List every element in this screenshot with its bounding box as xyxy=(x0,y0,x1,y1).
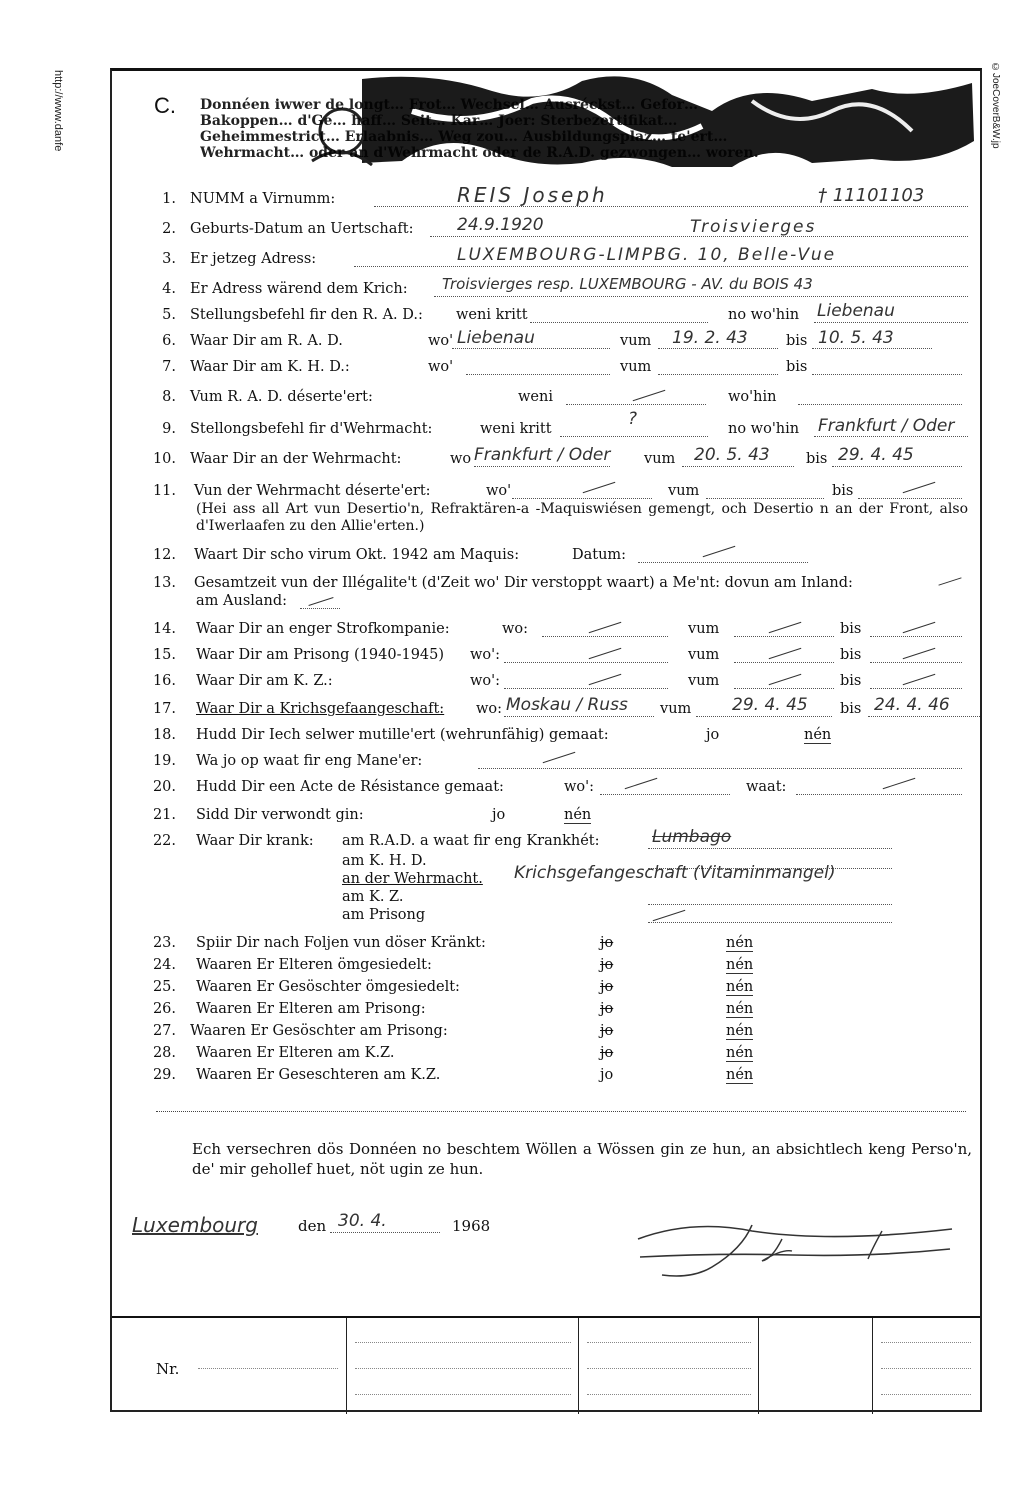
field-number: 26. xyxy=(152,1001,176,1017)
option-nen: nén xyxy=(726,979,754,995)
field-row-9 xyxy=(112,409,982,443)
field-number: 16. xyxy=(152,673,176,689)
handwritten-from-date: 19. 2. 43 xyxy=(672,328,748,348)
field-row-12 xyxy=(112,547,982,569)
answer-line xyxy=(734,621,834,637)
field-sublabel: vum xyxy=(644,451,676,467)
nr-cell-line xyxy=(355,1394,571,1395)
field-row-4 xyxy=(112,275,982,303)
field-number: 15. xyxy=(152,647,176,663)
field-label: Waar Dir an der Wehrmacht: xyxy=(190,451,402,467)
field-sublabel: wo': xyxy=(470,673,501,689)
answer-line xyxy=(858,483,962,499)
field-number: 24. xyxy=(152,957,176,973)
field-sublabel: vum xyxy=(688,621,720,637)
field-label: Waar Dir an enger Strofkompanie: xyxy=(196,621,450,637)
field-row-16 xyxy=(112,673,982,695)
field-row-18 xyxy=(112,727,982,749)
field-sublabel: am Ausland: xyxy=(196,593,288,609)
answer-line xyxy=(504,673,668,689)
option-jo: jo xyxy=(600,1045,614,1061)
field-number: 4. xyxy=(162,281,176,297)
field-sublabel: wo: xyxy=(476,701,503,717)
field-row-26 xyxy=(112,1001,982,1023)
field-label: Waar Dir am R. A. D. xyxy=(190,333,343,349)
answer-line xyxy=(530,307,708,323)
handwritten-question-mark: ? xyxy=(628,409,638,429)
handwritten-to-date: 24. 4. 46 xyxy=(874,695,950,715)
field-row-2 xyxy=(112,215,982,243)
answer-line xyxy=(796,779,962,795)
nr-label: Nr. xyxy=(156,1360,180,1378)
field-number: 2. xyxy=(162,221,176,237)
field-label: Waart Dir scho virum Okt. 1942 am Maquis: xyxy=(194,547,520,563)
field-sublabel: Datum: xyxy=(572,547,627,563)
field-sublabel: vum xyxy=(620,333,652,349)
field-label: Waaren Er Gesöschter ömgesiedelt: xyxy=(196,979,460,995)
field-row-1 xyxy=(112,183,982,213)
field-number: 25. xyxy=(152,979,176,995)
nr-cell-divider xyxy=(758,1318,759,1414)
field-number: 8. xyxy=(162,389,176,405)
handwritten-illness: Lumbago xyxy=(652,827,732,847)
option-nen: nén xyxy=(726,1001,754,1017)
answer-line xyxy=(648,889,892,905)
handwritten-current-address: LUXEMBOURG-LIMPBG. 10, Belle-Vue xyxy=(457,245,837,265)
header-instruction-text: Donnéen iwwer de longt… Frot… Wechsel… Ausréckst… Gefor… Bakoppen… d'Ge… haff… Seit… Kar… Joer: Sterbezertifikat… Geheimmestrict… Erlaabnis… Weg zou… Ausbildungsplaz… te'ert… Wehrmacht… oder an d'Wehrmacht oder de R.A.D. gezwongen… woren. xyxy=(200,97,759,161)
handwritten-birth-place: Troisvierges xyxy=(690,217,817,237)
handwritten-signing-date: 30. 4. xyxy=(338,1211,387,1231)
handwritten-name: REIS Joseph xyxy=(457,183,608,207)
handwritten-destination: Liebenau xyxy=(817,301,895,321)
field-sublabel: wo' xyxy=(428,333,454,349)
field-row-25 xyxy=(112,979,982,1001)
field-sublabel: no wo'hin xyxy=(728,421,800,437)
form-sheet xyxy=(110,68,982,1412)
field-label: Vum R. A. D. déserte'ert: xyxy=(190,389,373,405)
field-number: 27. xyxy=(152,1023,176,1039)
answer-line xyxy=(478,753,962,769)
field-label: Geburts-Datum an Uertschaft: xyxy=(190,221,414,237)
option-jo: jo xyxy=(600,1067,614,1083)
nr-cell-line xyxy=(881,1342,971,1343)
answer-line xyxy=(706,483,824,499)
field-number: 14. xyxy=(152,621,176,637)
field-sublabel: bis xyxy=(840,621,862,637)
field-row-13 xyxy=(112,575,982,615)
answer-line xyxy=(566,389,706,405)
field-number: 22. xyxy=(152,833,176,849)
option-nen: nén xyxy=(564,807,592,823)
field-label: Hudd Dir een Acte de Résistance gemaat: xyxy=(196,779,504,795)
field-label: Vun der Wehrmacht déserte'ert: xyxy=(194,483,431,499)
field-number: 12. xyxy=(152,547,176,563)
field-sublabel: am K. H. D. xyxy=(342,853,427,869)
handwritten-war-address: Troisvierges resp. LUXEMBOURG - AV. du BOIS 43 xyxy=(442,275,813,293)
field-number: 20. xyxy=(152,779,176,795)
field-number: 9. xyxy=(162,421,176,437)
side-watermark-text: ©JoeCoverB&W.jp xyxy=(990,62,1001,149)
option-nen: nén xyxy=(804,727,832,743)
field-number: 28. xyxy=(152,1045,176,1061)
header-band xyxy=(112,71,982,169)
field-number: 7. xyxy=(162,359,176,375)
den-label: den xyxy=(298,1217,327,1235)
nr-cell-line xyxy=(587,1394,751,1395)
field-sublabel: wo: xyxy=(502,621,529,637)
answer-line xyxy=(600,779,730,795)
field-sublabel: wo xyxy=(450,451,472,467)
handwritten-place: Liebenau xyxy=(457,328,535,348)
field-label: Sidd Dir verwondt gin: xyxy=(196,807,364,823)
option-jo: jo xyxy=(600,1023,614,1039)
field-label: Gesamtzeit vun der Illégalite't (d'Zeit wo' Dir verstoppt waart) a Me'nt: dovun am Inland: xyxy=(194,575,853,591)
field-row-19 xyxy=(112,753,982,775)
field-sublabel: no wo'hin xyxy=(728,307,800,323)
field-row-17 xyxy=(112,695,982,723)
field-sublabel: vum xyxy=(660,701,692,717)
option-jo: jo xyxy=(600,979,614,995)
option-jo: jo xyxy=(706,727,720,743)
side-url-text: http://www.danfe xyxy=(52,70,64,152)
field-number: 3. xyxy=(162,251,176,267)
nr-cell-line xyxy=(355,1368,571,1369)
signature-image xyxy=(632,1209,962,1289)
field-label: NUMM a Virnumm: xyxy=(190,191,336,207)
field-number: 17. xyxy=(152,701,176,717)
field-sublabel: wo': xyxy=(564,779,595,795)
field-label: Stellungsbefehl fir den R. A. D.: xyxy=(190,307,423,323)
field-number: 1. xyxy=(162,191,176,207)
field-number: 23. xyxy=(152,935,176,951)
field-sublabel: weni kritt xyxy=(456,307,528,323)
field-number: 21. xyxy=(152,807,176,823)
field-sublabel: bis xyxy=(786,333,808,349)
field-row-5 xyxy=(112,301,982,329)
field-sublabel: bis xyxy=(786,359,808,375)
handwritten-illness-wehrmacht: Krichsgefangeschaft (Vitaminmangel) xyxy=(514,863,836,883)
field-number: 13. xyxy=(152,575,176,591)
field-label: Waaren Er Elteren am Prisong: xyxy=(196,1001,426,1017)
field-label: Waaren Er Elteren ömgesiedelt: xyxy=(196,957,432,973)
field-sublabel: wo' xyxy=(428,359,454,375)
field-label: Er jetzeg Adress: xyxy=(190,251,317,267)
field-sublabel: wo'hin xyxy=(728,389,777,405)
field-label: Waar Dir a Krichsgefaangeschaft: xyxy=(196,701,445,717)
option-jo: jo xyxy=(600,935,614,951)
field-row-7 xyxy=(112,359,982,381)
field-row-23 xyxy=(112,935,982,957)
option-nen: nén xyxy=(726,1045,754,1061)
field-sublabel: weni kritt xyxy=(480,421,552,437)
field-sublabel: bis xyxy=(840,701,862,717)
field-row-10 xyxy=(112,445,982,473)
field-label: Wa jo op waat fir eng Mane'er: xyxy=(196,753,423,769)
nr-cell-line xyxy=(881,1368,971,1369)
nr-cell xyxy=(578,1318,759,1414)
registration-number-area xyxy=(112,1316,980,1418)
field-row-15 xyxy=(112,647,982,669)
field-row-27 xyxy=(112,1023,982,1045)
field-sublabel: bis xyxy=(840,673,862,689)
field-label: Waaren Er Elteren am K.Z. xyxy=(196,1045,395,1061)
field-sublabel: vum xyxy=(688,647,720,663)
answer-line xyxy=(734,673,834,689)
handwritten-death-date: † 11101103 xyxy=(818,185,925,206)
option-jo: jo xyxy=(600,957,614,973)
option-nen: nén xyxy=(726,957,754,973)
answer-line xyxy=(542,621,668,637)
field-number: 18. xyxy=(152,727,176,743)
option-nen: nén xyxy=(726,935,754,951)
field-row-29 xyxy=(112,1067,982,1089)
nr-cell xyxy=(346,1318,579,1414)
field-row-3 xyxy=(112,245,982,273)
field-sublabel: wo' xyxy=(486,483,512,499)
field-row-20 xyxy=(112,779,982,801)
field-number: 19. xyxy=(152,753,176,769)
option-nen: nén xyxy=(726,1023,754,1039)
field-label: Hudd Dir Iech selwer mutille'ert (wehrunfähig) gemaat: xyxy=(196,727,609,743)
nr-cell xyxy=(872,1318,979,1414)
option-jo: jo xyxy=(600,1001,614,1017)
empty-mark xyxy=(938,577,961,585)
field-number: 5. xyxy=(162,307,176,323)
field-row-11 xyxy=(112,483,982,543)
field-note: (Hei ass all Art vun Desertio'n, Refraktären-a -Maquiswiésen gemengt, och Desertio n an der Front, also d'Iwerlaafen zu den Allie'erten.) xyxy=(196,501,968,534)
field-label: Waar Dir am K. Z.: xyxy=(196,673,333,689)
option-jo: jo xyxy=(492,807,506,823)
nr-cell-line xyxy=(355,1342,571,1343)
handwritten-destination: Frankfurt / Oder xyxy=(818,416,955,436)
handwritten-birth-date: 24.9.1920 xyxy=(457,215,544,235)
field-sublabel: am R.A.D. a waat fir eng Krankhét: xyxy=(342,833,600,849)
answer-line xyxy=(798,389,962,405)
answer-line xyxy=(734,647,834,663)
handwritten-place-signed: Luxembourg xyxy=(132,1213,258,1237)
field-label: Waaren Er Gesöschter am Prisong: xyxy=(190,1023,448,1039)
answer-line xyxy=(504,647,668,663)
field-row-24 xyxy=(112,957,982,979)
field-sublabel: wo': xyxy=(470,647,501,663)
nr-cell-line xyxy=(587,1368,751,1369)
option-nen: nén xyxy=(726,1067,754,1083)
declaration-text: Ech versechren dös Donnéen no beschtem Wöllen a Wössen gin ze hun, an absichtlech keng Perso'n, de' mir gehollef huet, nöt ugin ze hun. xyxy=(192,1140,972,1178)
field-row-14 xyxy=(112,621,982,643)
handwritten-place: Moskau / Russ xyxy=(506,695,628,715)
field-sublabel: bis xyxy=(840,647,862,663)
field-sublabel: am Prisong xyxy=(342,907,426,923)
field-label: Stellongsbefehl fir d'Wehrmacht: xyxy=(190,421,433,437)
field-sublabel: waat: xyxy=(746,779,787,795)
handwritten-place: Frankfurt / Oder xyxy=(474,445,611,465)
field-sublabel: vum xyxy=(688,673,720,689)
field-row-8 xyxy=(112,389,982,411)
field-label: Waar Dir am K. H. D.: xyxy=(190,359,350,375)
field-number: 29. xyxy=(152,1067,176,1083)
field-number: 11. xyxy=(152,483,176,499)
field-label: Waaren Er Geseschteren am K.Z. xyxy=(196,1067,441,1083)
answer-line xyxy=(812,359,962,375)
field-sublabel: bis xyxy=(806,451,828,467)
section-letter: C. xyxy=(154,93,176,118)
field-row-22 xyxy=(112,827,982,933)
year-label: 1968 xyxy=(452,1217,491,1235)
field-sublabel: vum xyxy=(620,359,652,375)
field-label: Waar Dir krank: xyxy=(196,833,314,849)
field-number: 6. xyxy=(162,333,176,349)
field-number: 10. xyxy=(152,451,176,467)
field-row-28 xyxy=(112,1045,982,1067)
field-sublabel: vum xyxy=(668,483,700,499)
answer-line xyxy=(466,359,610,375)
field-sublabel: weni xyxy=(518,389,553,405)
field-sublabel: bis xyxy=(832,483,854,499)
field-label: Waar Dir am Prisong (1940-1945) xyxy=(196,647,445,663)
handwritten-to-date: 10. 5. 43 xyxy=(818,328,894,348)
nr-line xyxy=(198,1368,338,1369)
dotted-separator xyxy=(156,1111,966,1112)
answer-line xyxy=(658,359,778,375)
nr-cell-line xyxy=(881,1394,971,1395)
handwritten-to-date: 29. 4. 45 xyxy=(838,445,914,465)
answer-line xyxy=(512,483,652,499)
nr-cell-line xyxy=(587,1342,751,1343)
handwritten-from-date: 20. 5. 43 xyxy=(694,445,770,465)
handwritten-from-date: 29. 4. 45 xyxy=(732,695,808,715)
field-row-6 xyxy=(112,328,982,355)
field-row-21 xyxy=(112,807,982,829)
field-label: Spiir Dir nach Foljen vun döser Kränkt: xyxy=(196,935,486,951)
field-sublabel: am K. Z. xyxy=(342,889,404,905)
field-sublabel: an der Wehrmacht. xyxy=(342,871,483,887)
field-label: Er Adress wärend dem Krich: xyxy=(190,281,408,297)
